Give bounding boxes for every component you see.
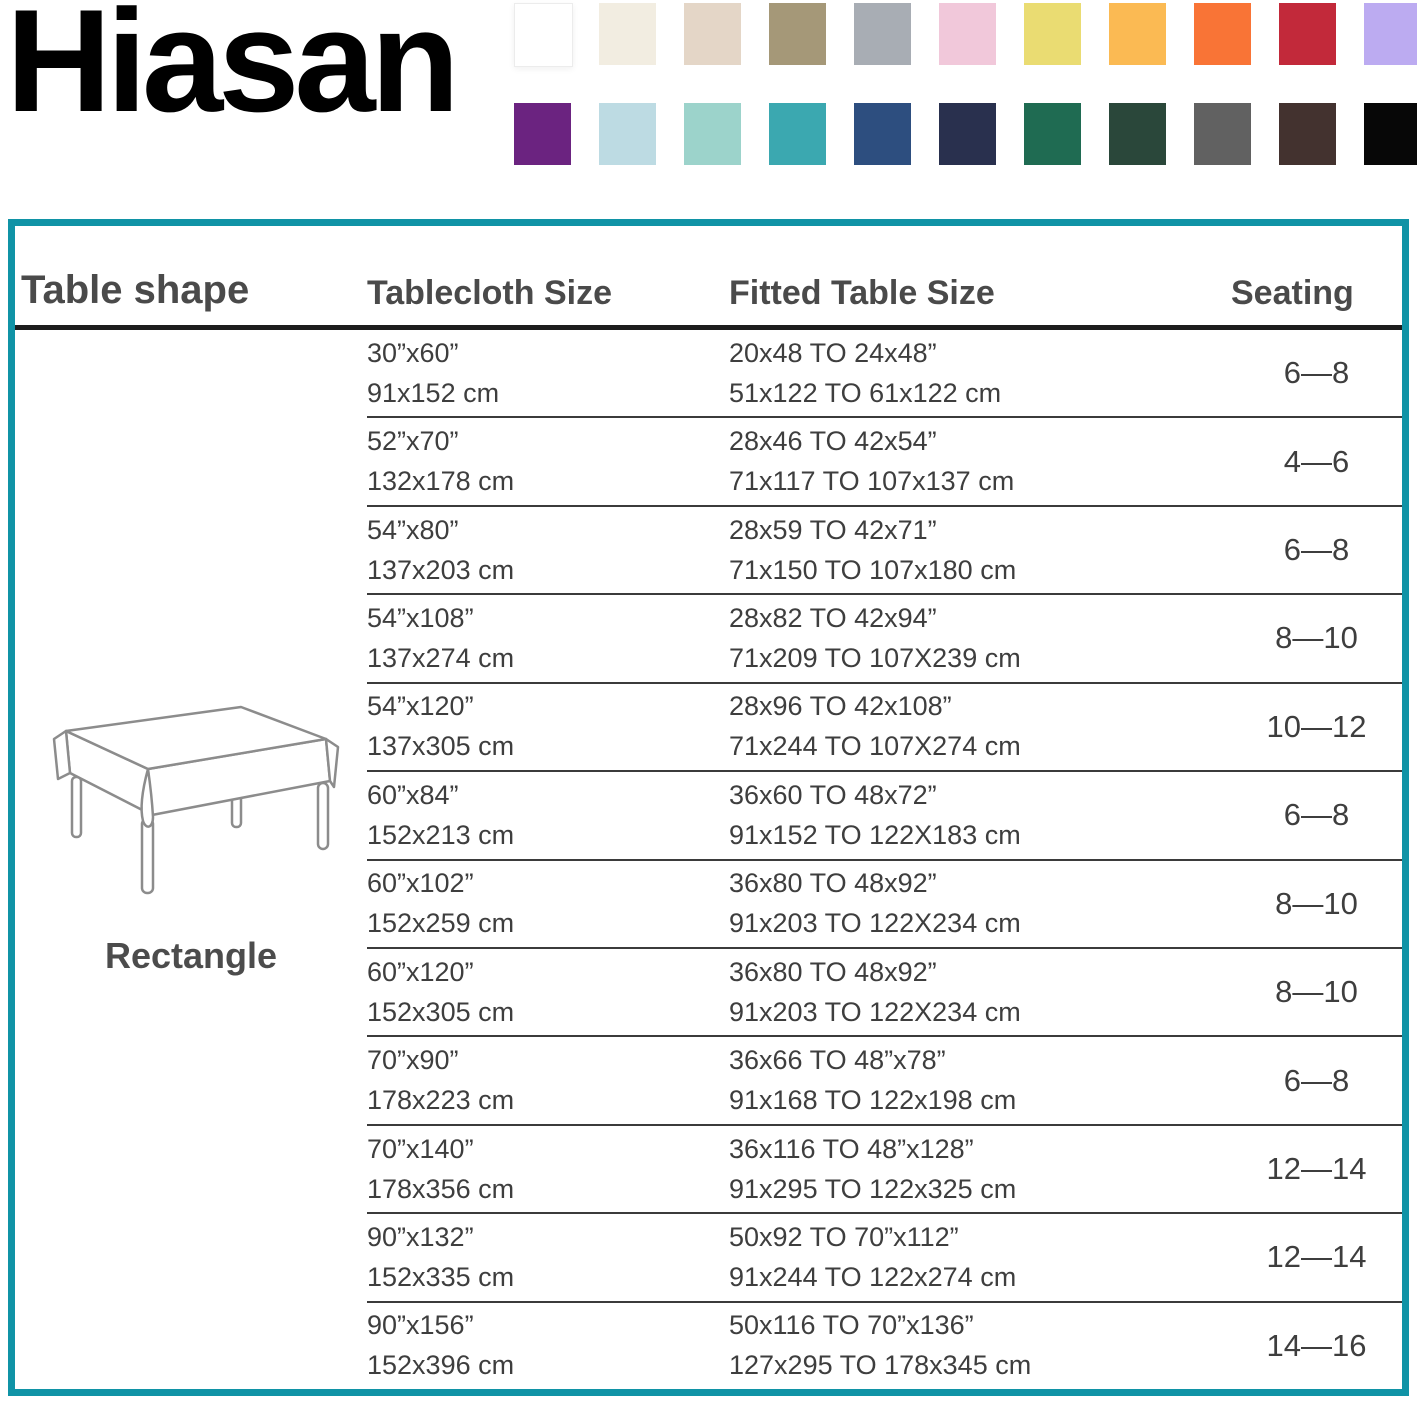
tablecloth-size-inches: 54”x120” [367,691,474,722]
seating-value: 10—12 [1266,708,1367,744]
tablecloth-size-inches: 54”x108” [367,602,474,633]
size-row [367,416,1402,504]
tablecloth-size-cm: 137x305 cm [367,731,515,762]
tablecloth-size-cell [367,861,729,947]
color-swatch-khaki [769,3,826,65]
tablecloth-size-inches: 70”x140” [367,1133,474,1164]
tablecloth-size-inches: 90”x156” [367,1310,474,1341]
fitted-size-inches: 28x82 TO 42x94” [729,602,937,633]
fitted-table-size-cell [729,861,1229,947]
fitted-table-size-cell [729,1214,1229,1300]
tablecloth-size-cm: 178x356 cm [367,1173,515,1204]
color-swatch-silver-gray [854,3,911,65]
tablecloth-size-cm: 91x152 cm [367,377,500,408]
fitted-size-cm: 91x168 TO 122x198 cm [729,1085,1017,1116]
size-row [367,505,1402,593]
fitted-size-cm: 71x150 TO 107x180 cm [729,554,1017,585]
color-swatch-teal [769,103,826,165]
tablecloth-size-cm: 152x305 cm [367,996,515,1027]
tablecloth-size-inches: 30”x60” [367,337,459,368]
tablecloth-size-cell [367,772,729,858]
color-swatch-purple [514,103,571,165]
fitted-size-inches: 28x59 TO 42x71” [729,514,937,545]
color-swatch-yellow [1024,3,1081,65]
fitted-table-size-cell [729,684,1229,770]
size-chart [8,219,1409,1396]
seating-value: 14—16 [1266,1327,1367,1363]
fitted-size-inches: 36x116 TO 48”x128” [729,1133,974,1164]
tablecloth-size-inches: 60”x102” [367,868,474,899]
fitted-size-cm: 91x203 TO 122X234 cm [729,996,1021,1027]
tablecloth-size-cell [367,330,729,416]
fitted-table-size-cell [729,772,1229,858]
tablecloth-size-cell [367,1037,729,1123]
tablecloth-size-inches: 52”x70” [367,426,459,457]
size-row [367,1124,1402,1212]
seating-value: 6—8 [1283,532,1350,568]
color-swatch-red [1279,3,1336,65]
fitted-size-inches: 36x80 TO 48x92” [729,956,937,987]
size-rows [367,330,1402,1389]
seating-value: 12—14 [1266,1239,1367,1275]
size-row [367,1035,1402,1123]
tablecloth-size-inches: 60”x120” [367,956,474,987]
tablecloth-size-cell [367,684,729,770]
tablecloth-size-cm: 152x213 cm [367,819,515,850]
color-swatch-black [1364,103,1417,165]
tablecloth-size-inches: 70”x90” [367,1045,459,1076]
color-swatch-beige [684,3,741,65]
seating-value: 4—6 [1283,443,1350,479]
tablecloth-size-cell [367,1303,729,1389]
color-swatch-navy-blue [854,103,911,165]
color-swatch-lavender [1364,3,1417,65]
tablecloth-size-inches: 60”x84” [367,779,459,810]
brand-logo: Hiasan [6,0,455,142]
fitted-size-inches: 50x92 TO 70”x112” [729,1221,959,1252]
tablecloth-size-cm: 137x203 cm [367,554,515,585]
tablecloth-size-inches: 90”x132” [367,1221,474,1252]
fitted-size-cm: 91x244 TO 122x274 cm [729,1261,1017,1292]
color-swatch-ivory [599,3,656,65]
size-row [367,682,1402,770]
seating-value: 12—14 [1266,1151,1367,1186]
column-header-tablecloth-size: Tablecloth Size [367,274,612,312]
color-swatch-grid [514,3,1417,165]
size-row [367,859,1402,947]
fitted-table-size-cell [729,330,1229,416]
fitted-table-size-cell [729,1037,1229,1123]
color-swatch-orange [1194,3,1251,65]
tablecloth-size-cm: 132x178 cm [367,466,515,497]
tablecloth-size-cm: 152x335 cm [367,1261,515,1292]
fitted-size-inches: 50x116 TO 70”x136” [729,1310,974,1341]
fitted-size-cm: 51x122 TO 61x122 cm [729,377,1002,408]
color-swatch-gray [1194,103,1251,165]
fitted-size-inches: 28x46 TO 42x54” [729,426,937,457]
size-row [367,330,1402,416]
color-swatch-aqua [684,103,741,165]
fitted-table-size-cell [729,1303,1229,1389]
color-swatch-dark-green [1109,103,1166,165]
rectangle-table-icon [36,693,346,903]
color-swatch-marigold [1109,3,1166,65]
fitted-size-cm: 71x244 TO 107X274 cm [729,731,1021,762]
size-row [367,1212,1402,1300]
seating-value: 8—10 [1275,974,1358,1010]
size-chart-body [15,330,1402,1389]
size-row [367,770,1402,858]
seating-value: 8—10 [1275,885,1358,921]
fitted-size-cm: 91x152 TO 122X183 cm [729,819,1021,850]
color-swatch-pink [939,3,996,65]
fitted-size-inches: 28x96 TO 42x108” [729,691,952,722]
color-swatch-white [514,3,573,67]
tablecloth-size-cell [367,1126,729,1212]
tablecloth-size-cell [367,507,729,593]
color-swatch-chocolate [1279,103,1336,165]
seating-value: 6—8 [1283,355,1350,391]
color-swatch-green [1024,103,1081,165]
fitted-size-inches: 36x80 TO 48x92” [729,868,937,899]
tablecloth-size-cell [367,418,729,504]
tablecloth-size-inches: 54”x80” [367,514,459,545]
tablecloth-size-cell [367,949,729,1035]
size-row [367,1301,1402,1389]
column-header-fitted-table-size: Fitted Table Size [729,274,995,312]
fitted-size-cm: 71x117 TO 107x137 cm [729,466,1015,497]
tablecloth-size-cell [367,595,729,681]
fitted-size-inches: 20x48 TO 24x48” [729,337,937,368]
seating-value: 8—10 [1275,620,1358,656]
color-swatch-light-blue [599,103,656,165]
fitted-table-size-cell [729,1126,1229,1212]
fitted-size-inches: 36x60 TO 48x72” [729,779,937,810]
fitted-size-inches: 36x66 TO 48”x78” [729,1045,946,1076]
fitted-size-cm: 71x209 TO 107X239 cm [729,642,1021,673]
column-header-seating: Seating [1231,274,1354,312]
fitted-table-size-cell [729,949,1229,1035]
fitted-table-size-cell [729,507,1229,593]
table-shape-cell [15,305,367,1364]
seating-value: 6—8 [1283,1062,1350,1098]
tablecloth-size-cm: 137x274 cm [367,642,515,673]
column-header-table-shape: Table shape [21,268,250,312]
fitted-table-size-cell [729,418,1229,504]
fitted-size-cm: 91x295 TO 122x325 cm [729,1173,1017,1204]
fitted-size-cm: 91x203 TO 122X234 cm [729,908,1021,939]
fitted-size-cm: 127x295 TO 178x345 cm [729,1350,1032,1381]
size-row [367,947,1402,1035]
size-row [367,593,1402,681]
color-swatch-navy [939,103,996,165]
tablecloth-size-cm: 152x259 cm [367,908,515,939]
tablecloth-size-cm: 178x223 cm [367,1085,515,1116]
tablecloth-size-cm: 152x396 cm [367,1350,515,1381]
seating-value: 6—8 [1283,797,1350,833]
tablecloth-size-cell [367,1214,729,1300]
fitted-table-size-cell [729,595,1229,681]
table-shape-label: Rectangle [104,934,278,976]
